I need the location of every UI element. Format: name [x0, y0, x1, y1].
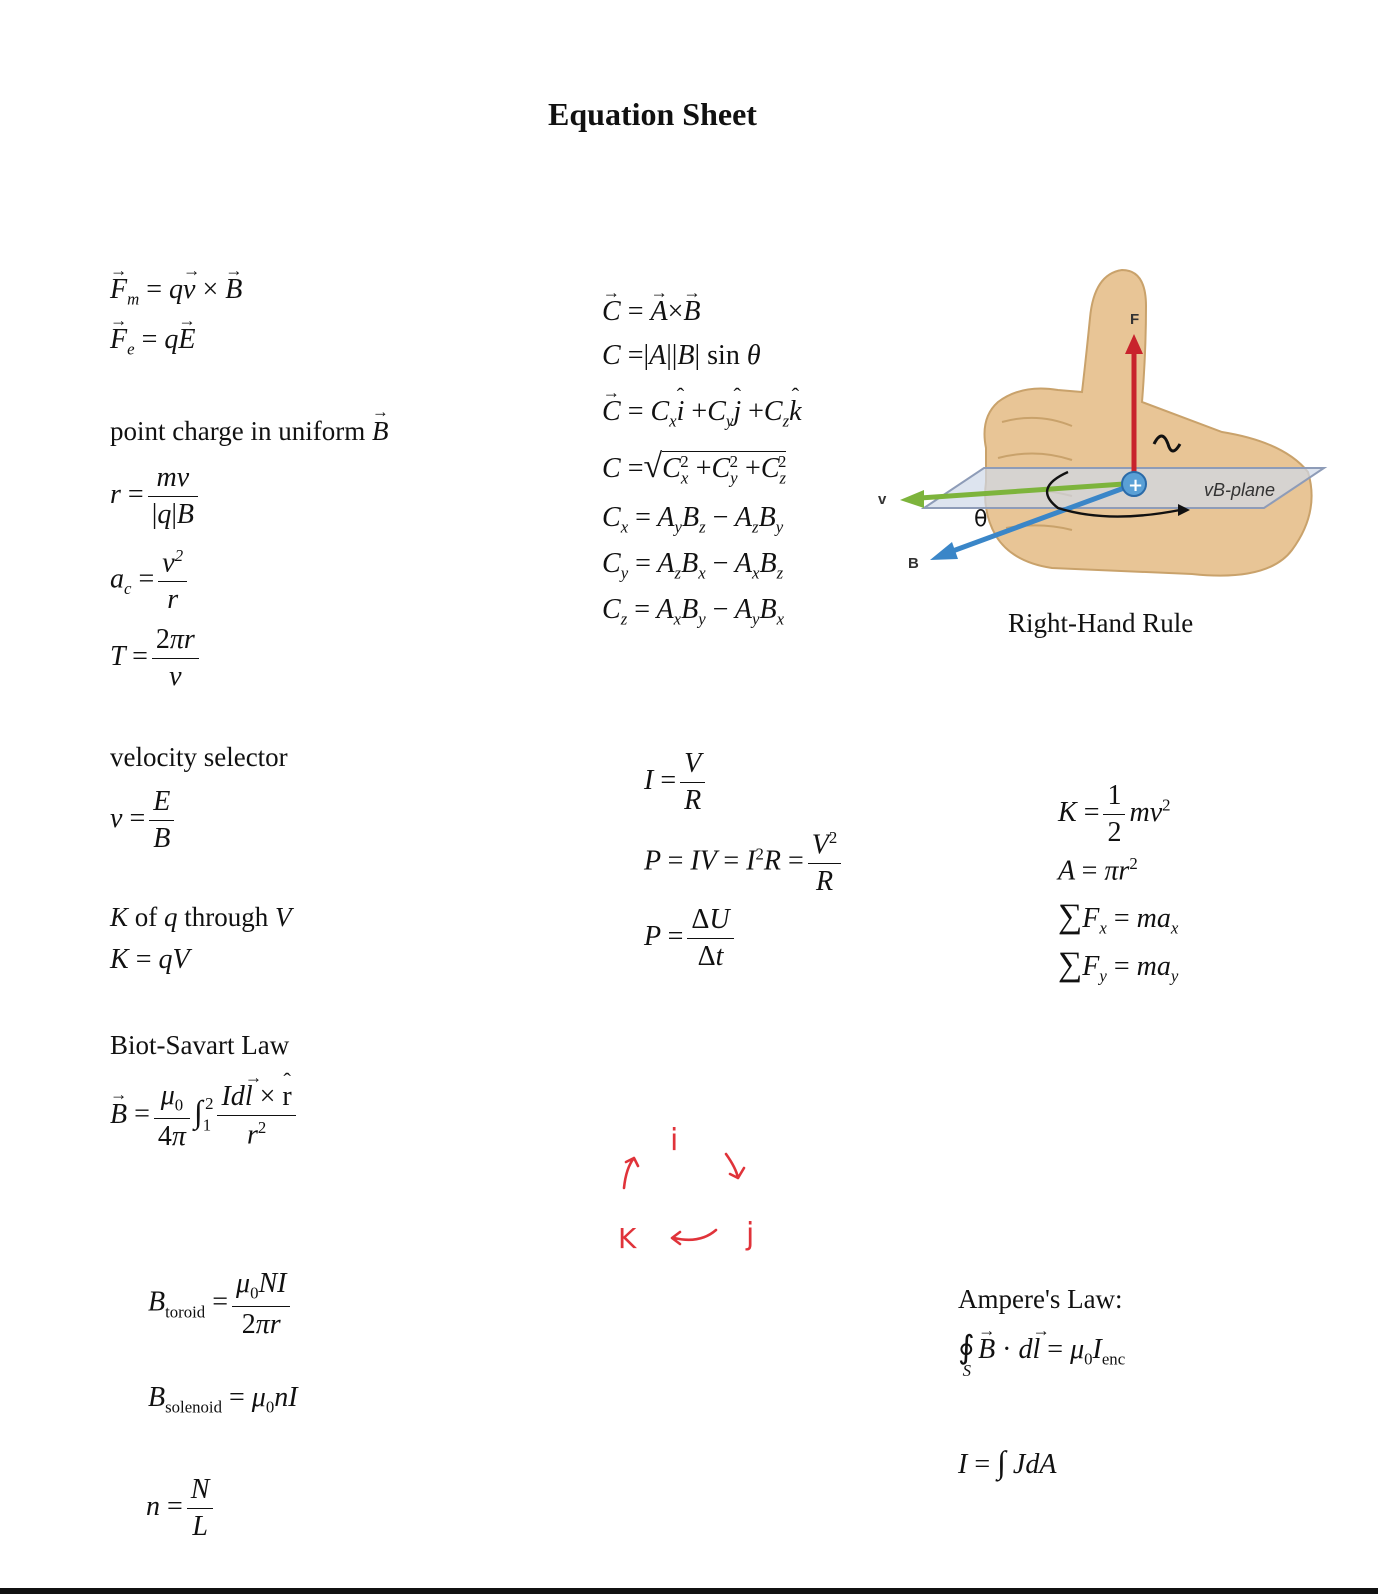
eq-velocity-selector: v = $\frac{E}{B}$: [110, 786, 178, 855]
arrow-k-to-i: [624, 1158, 638, 1188]
arrow-j-to-k: [672, 1230, 716, 1244]
right-hand-rule-figure: [872, 262, 1332, 582]
eq-cross-magnitude: C =|A||B| sin θ: [602, 340, 761, 371]
eq-b-toroid: $B_{toroid}$ = $\frac{\mu_0NI}{2\pi r}$: [148, 1268, 294, 1341]
eq-cross-product: → C = → A×→ B: [602, 296, 701, 328]
eq-ohms-law: I = $\frac{V}{R}$: [644, 748, 709, 817]
biot-savart-heading: Biot-Savart Law: [110, 1030, 290, 1060]
eq-radius: r = $\frac{mv}{|q|B}$: [110, 462, 202, 531]
eq-sum-fx: $\sum F_x = ma_x$: [1058, 898, 1179, 938]
uniform-field-heading: point charge in uniform → B: [110, 416, 388, 447]
ampere-heading: Ampere's Law:: [958, 1284, 1123, 1314]
eq-components: → $C = C_xˆ$ $i +C_yˆ$ $j +C_zˆ$ k: [602, 396, 802, 432]
page-title: Equation Sheet: [548, 96, 757, 132]
annotation-j: j: [746, 1217, 755, 1252]
eq-k-qv: K = qV: [110, 944, 190, 975]
eq-power-energy: P = $\frac{\Delta U}{\Delta t}$: [644, 904, 738, 973]
eq-ampere: $∮_S \to B \cdot d\to l = \mu_0I_{enc}$: [958, 1328, 1125, 1381]
eq-period: T = $\frac{2\pi r}{v}$: [110, 624, 203, 693]
force-label: F: [1130, 311, 1140, 328]
k-of-q-heading: K of q through V: [110, 902, 292, 932]
velocity-label: v: [878, 491, 887, 508]
eq-centripetal-acceleration: $a_c$ = $\frac{v^2}{r}$: [110, 546, 191, 616]
bottom-bar: [0, 1588, 1378, 1594]
eq-kinetic-energy: K = $\frac{1}{2}$ $mv^2$: [1058, 780, 1171, 848]
eq-power: P = IV = $I^2R$ = $\frac{V^2}{R}$: [644, 828, 845, 898]
charge-label: +: [1128, 475, 1144, 496]
eq-n-turns: n = $\frac{N}{L}$: [146, 1474, 217, 1543]
eq-cz: $C_z = A_xB_y - A_yB_x$: [602, 594, 785, 629]
eq-sum-fy: $\sum F_y = ma_y$: [1058, 946, 1179, 986]
eq-magnitude-sqrt: $C =√C_x^2 +C_y^2 +C_z^2$: [602, 448, 787, 488]
eq-magnetic-force: → $F_m = q\to v$ × → B: [110, 274, 242, 310]
angle-symbol: θ: [974, 507, 988, 532]
field-label: B: [908, 555, 919, 572]
velocity-selector-heading: velocity selector: [110, 742, 288, 772]
eq-area: $A = \pi r^2$: [1058, 854, 1138, 887]
eq-b-solenoid: $B_{solenoid} = \mu_0nI$: [148, 1382, 298, 1417]
eq-biot-savart: → B = $\frac{\mu_0}{4\pi}$ $\int_1^2$ $\frac{\text{Id→ l × ˆ r}}{r^2}$: [110, 1080, 300, 1153]
hand-illustration: [985, 270, 1312, 576]
plane-label: vB-plane: [1204, 480, 1276, 500]
eq-electric-force: → $F_e = q\to E$: [110, 324, 195, 360]
eq-cy: $C_y = A_zB_x - A_xB_z$: [602, 548, 784, 583]
arrow-i-to-j: [726, 1154, 744, 1178]
eq-current-density: I = ∫ JdA: [958, 1444, 1057, 1480]
rhr-caption: Right-Hand Rule: [1008, 608, 1194, 638]
annotation-i: i: [670, 1123, 679, 1158]
ijk-cycle-annotation: [600, 1098, 790, 1268]
eq-cx: $C_x = A_yB_z - A_zB_y$: [602, 502, 784, 537]
annotation-k: K: [618, 1222, 637, 1255]
